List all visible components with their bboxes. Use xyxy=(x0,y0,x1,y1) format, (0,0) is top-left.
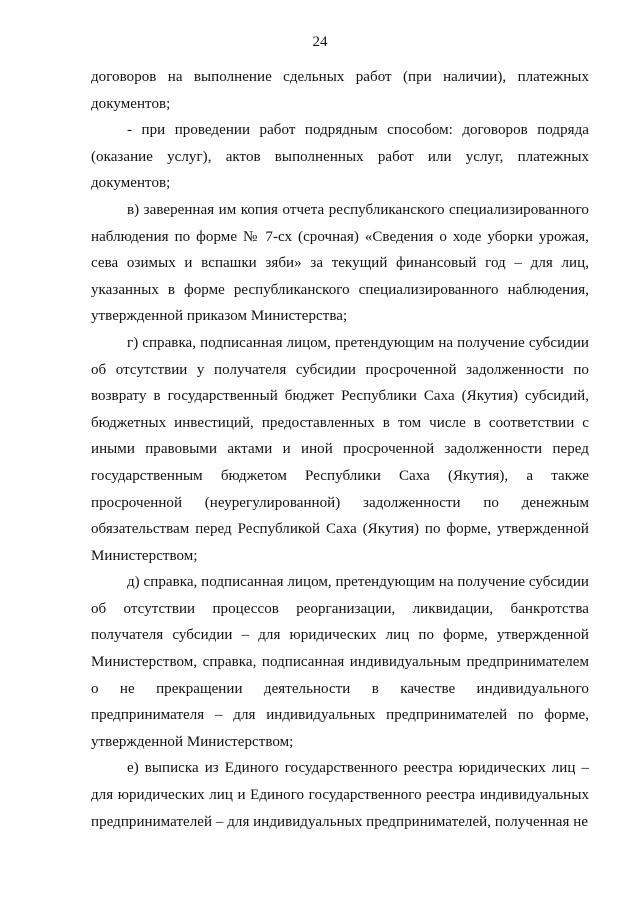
paragraph-continuation: договоров на выполнение сдельных работ (при наличии), платежных документов; xyxy=(91,69,589,112)
paragraph-item-g: г) справка, подписанная лицом, претендующим на получение субсидии об отсутствии у получателя субсидии просроченной задолженности по возврату в государственный бюджет Республики Саха (Якутия) субсидий, бюджетных инвестиций, предоставленных в том числе в соответствии с иными правовыми актами и иной просроченной задолженности перед государственным бюджетом Республики Саха (Якутия), а также просроченной (неурегулированной) задолженности по денежным обязательствам перед Республикой Саха (Якутия) по форме, утвержденной Министерством; xyxy=(91,334,589,564)
paragraph-contract-works: - при проведении работ подрядным способом: договоров подряда (оказание услуг), актов выполненных работ или услуг, платежных документов; xyxy=(91,122,589,192)
paragraph-item-d: д) справка, подписанная лицом, претендующим на получение субсидии об отсутствии процессов реорганизации, ликвидации, банкротства получателя субсидии – для юридических лиц по форме, утвержденной Министерством, справка, подписанная индивидуальным предпринимателем о не прекращении деятельности в качестве индивидуального предпринимателя – для индивидуальных предпринимателей по форме, утвержденной Министерством; xyxy=(91,574,589,750)
page-number: 24 xyxy=(312,34,328,50)
paragraph-item-v: в) заверенная им копия отчета республиканского специализированного наблюдения по форме № 7-сх (срочная) «Сведения о ходе уборки урожая, сева озимых и вспашки зяби» за текущий финансовый год – для лиц, указанных в форме республиканского специализированного наблюдения, утвержденной приказом Министерства; xyxy=(91,201,589,325)
paragraph-item-e: е) выписка из Единого государственного реестра юридических лиц – для юридических лиц и Единого государственного реестра индивидуальных предпринимателей – для индивидуальных предпринимателей, полученная не xyxy=(91,760,589,830)
document-body xyxy=(91,64,589,835)
